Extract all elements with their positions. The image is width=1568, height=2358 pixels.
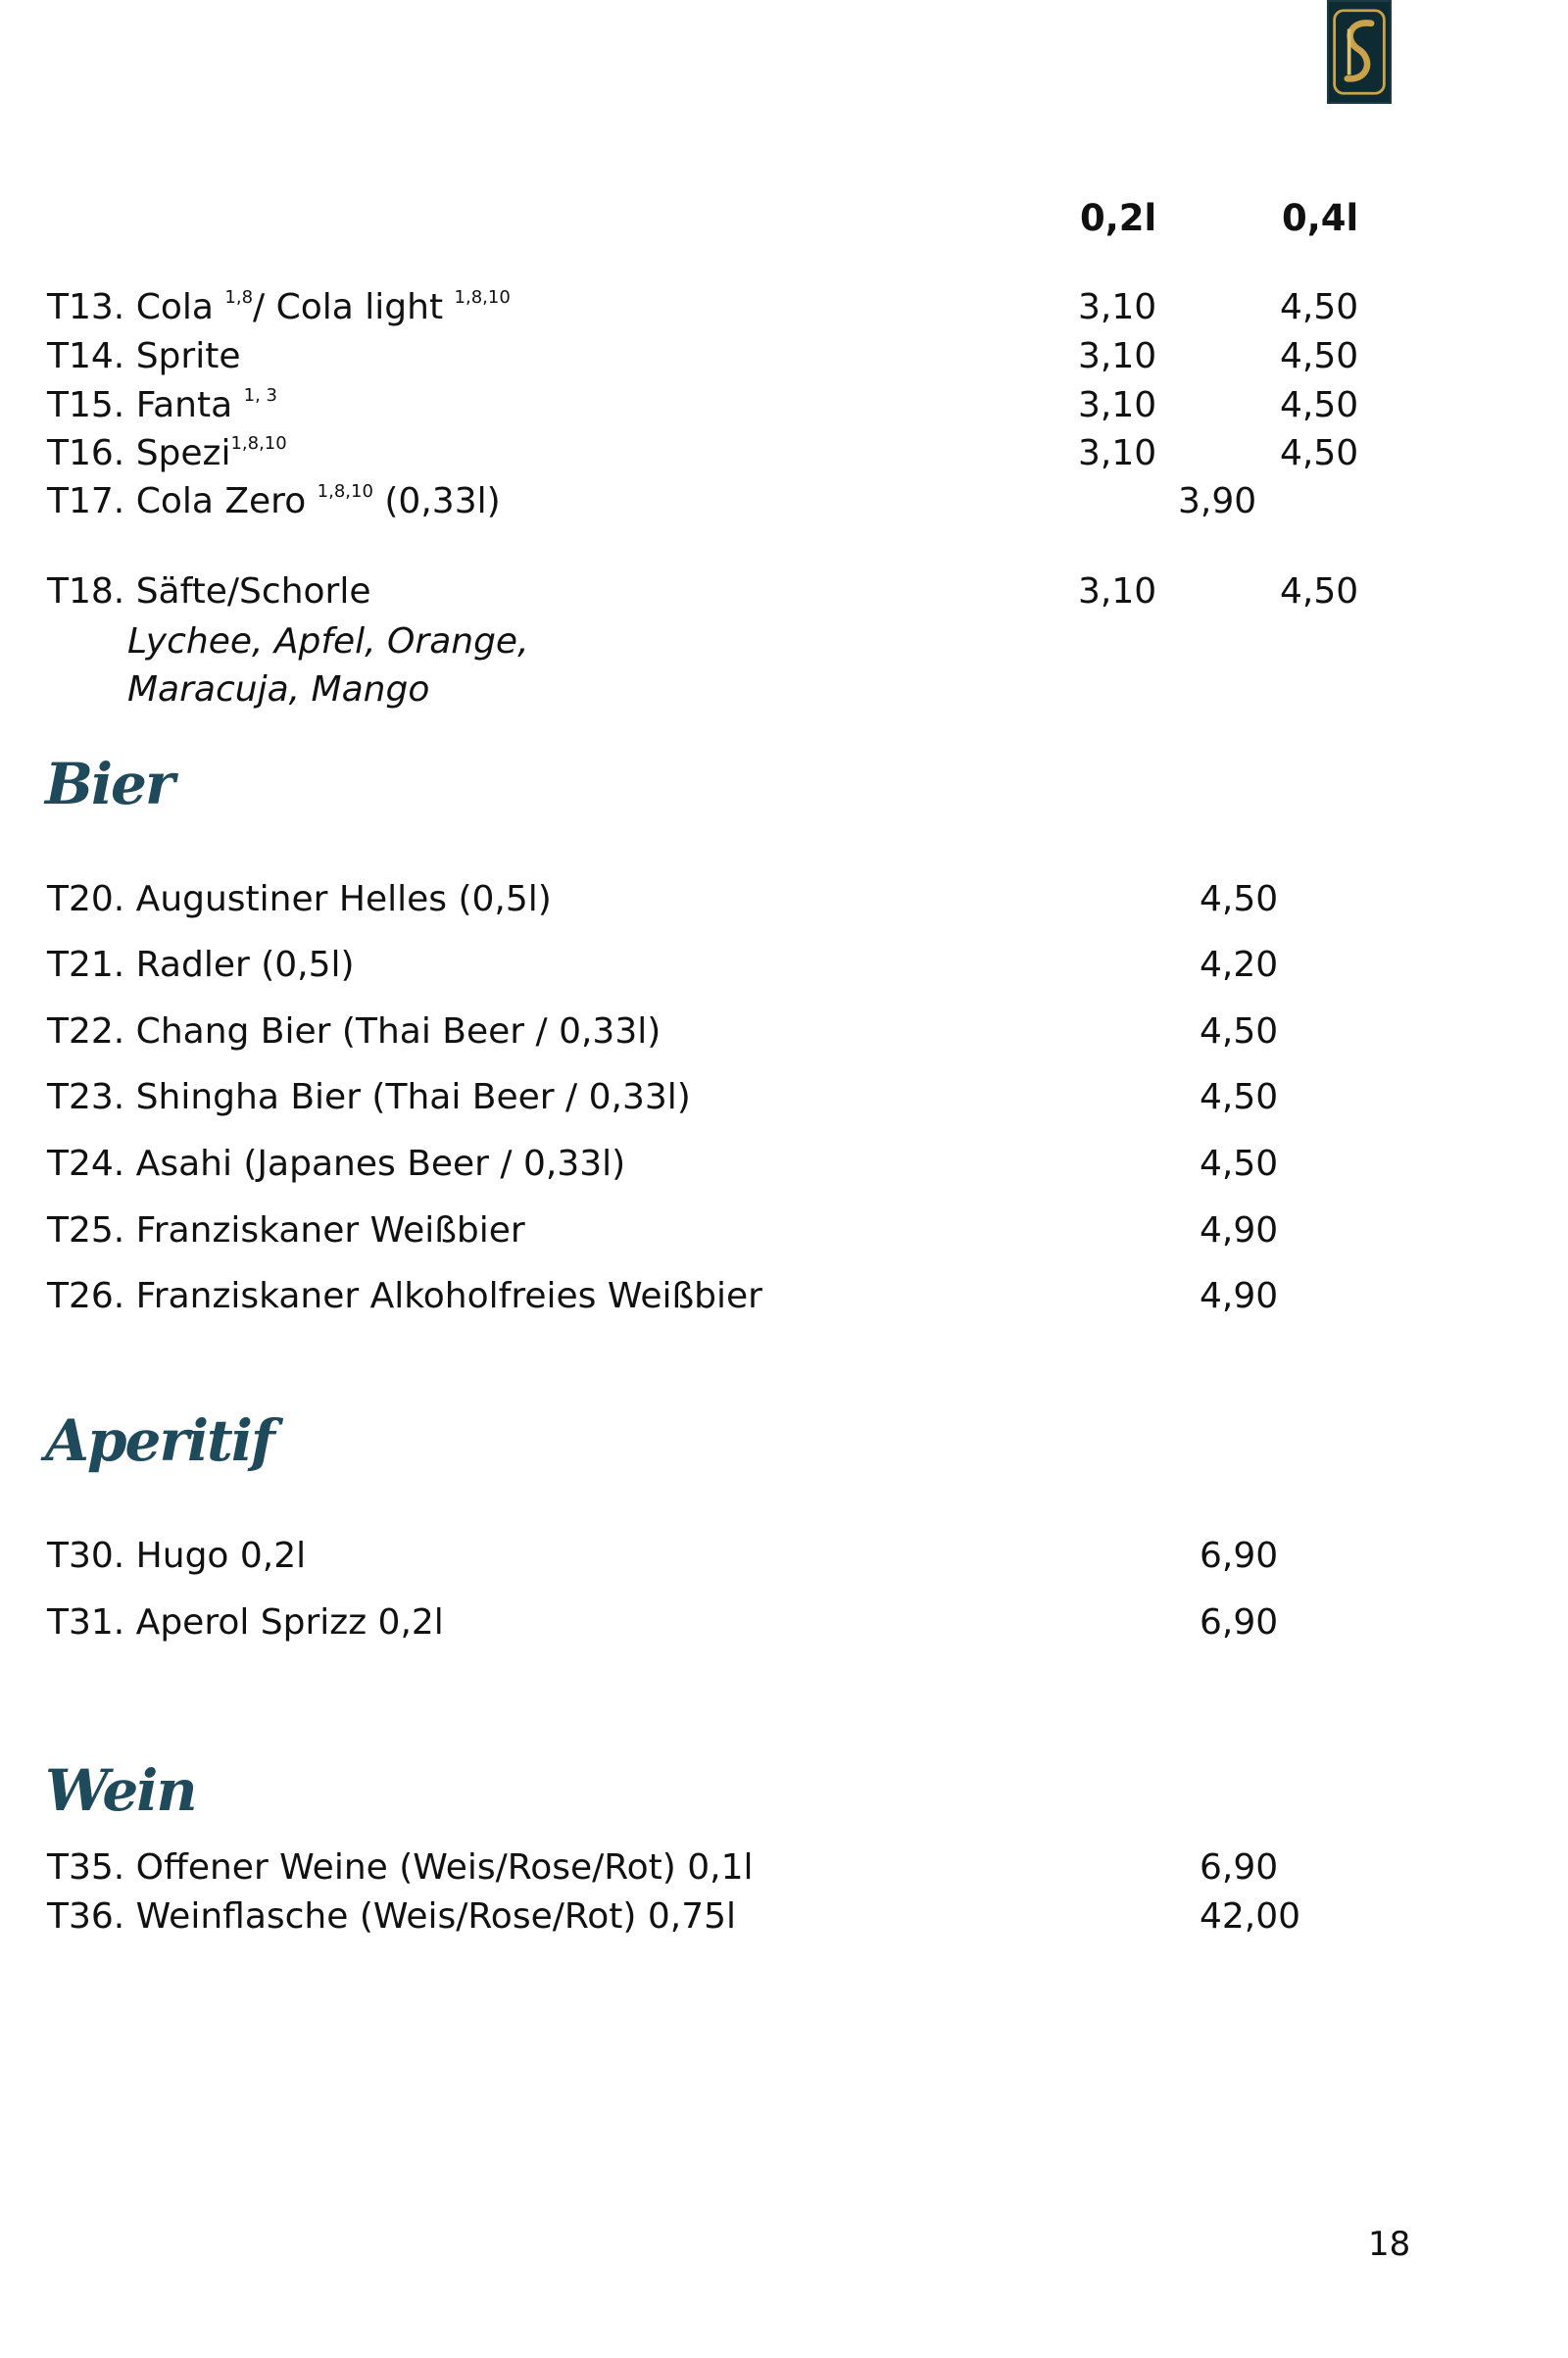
price-small: 3,10 [1078, 385, 1157, 425]
menu-item-label: T15. Fanta $^{1, 3}$ [47, 385, 277, 425]
price-large: 4,50 [1280, 385, 1359, 425]
section-title-bier: Bier [45, 751, 173, 817]
juice-flavors-line: Lychee, Apfel, Orange, [127, 621, 529, 662]
price: 4,50 [1200, 1077, 1279, 1117]
price: 6,90 [1200, 1847, 1279, 1888]
menu-item-label: T24. Asahi (Japanes Beer / 0,33l) [47, 1144, 626, 1184]
price-large: 4,50 [1280, 571, 1359, 612]
restaurant-logo [1327, 0, 1392, 104]
price: 42,00 [1200, 1896, 1301, 1937]
price-small: 3,10 [1078, 433, 1157, 473]
price-large: 4,50 [1280, 433, 1359, 473]
column-header-small: 0,2l [1080, 197, 1157, 239]
price-small: 3,10 [1078, 336, 1157, 376]
price-small: 3,10 [1078, 571, 1157, 612]
section-title-aperitif: Aperitif [45, 1407, 273, 1474]
menu-item-label: T17. Cola Zero $^{1,8,10}$ (0,33l) [47, 481, 501, 521]
price: 4,50 [1200, 1144, 1279, 1184]
menu-item-label: T13. Cola $^{1,8}$/ Cola light $^{1,8,10}$ [47, 287, 511, 327]
menu-item-label: T21. Radler (0,5l) [47, 945, 355, 985]
menu-item-label: T35. Offener Weine (Weis/Rose/Rot) 0,1l [47, 1847, 754, 1888]
price: 4,20 [1200, 945, 1279, 985]
price: 4,50 [1200, 879, 1279, 919]
menu-item-label: T22. Chang Bier (Thai Beer / 0,33l) [47, 1011, 662, 1052]
menu-item-label: T31. Aperol Sprizz 0,2l [47, 1602, 444, 1643]
menu-item-label: T14. Sprite [47, 336, 241, 376]
menu-item-label: T23. Shingha Bier (Thai Beer / 0,33l) [47, 1077, 691, 1117]
menu-item-label: T36. Weinflasche (Weis/Rose/Rot) 0,75l [47, 1896, 737, 1937]
price: 6,90 [1200, 1602, 1279, 1643]
menu-item-label: T20. Augustiner Helles (0,5l) [47, 879, 552, 919]
price-large: 4,50 [1280, 287, 1359, 327]
menu-item-label: T16. Spezi$^{1,8,10}$ [47, 433, 287, 473]
price-large: 4,50 [1280, 336, 1359, 376]
price-single: 3,90 [1178, 481, 1257, 521]
price: 4,50 [1200, 1011, 1279, 1052]
page-number: 18 [1368, 2225, 1411, 2264]
menu-item-label: T26. Franziskaner Alkoholfreies Weißbier [47, 1276, 762, 1316]
menu-item-label: T18. Säfte/Schorle [47, 571, 371, 612]
juice-flavors-line: Maracuja, Mango [127, 669, 430, 710]
price-small: 3,10 [1078, 287, 1157, 327]
price: 4,90 [1200, 1210, 1279, 1251]
price: 6,90 [1200, 1536, 1279, 1576]
menu-item-label: T30. Hugo 0,2l [47, 1536, 307, 1576]
logo-emblem-icon [1329, 2, 1390, 102]
menu-item-label: T25. Franziskaner Weißbier [47, 1210, 525, 1251]
price: 4,90 [1200, 1276, 1279, 1316]
section-title-wein: Wein [45, 1757, 196, 1824]
column-header-large: 0,4l [1282, 197, 1359, 239]
